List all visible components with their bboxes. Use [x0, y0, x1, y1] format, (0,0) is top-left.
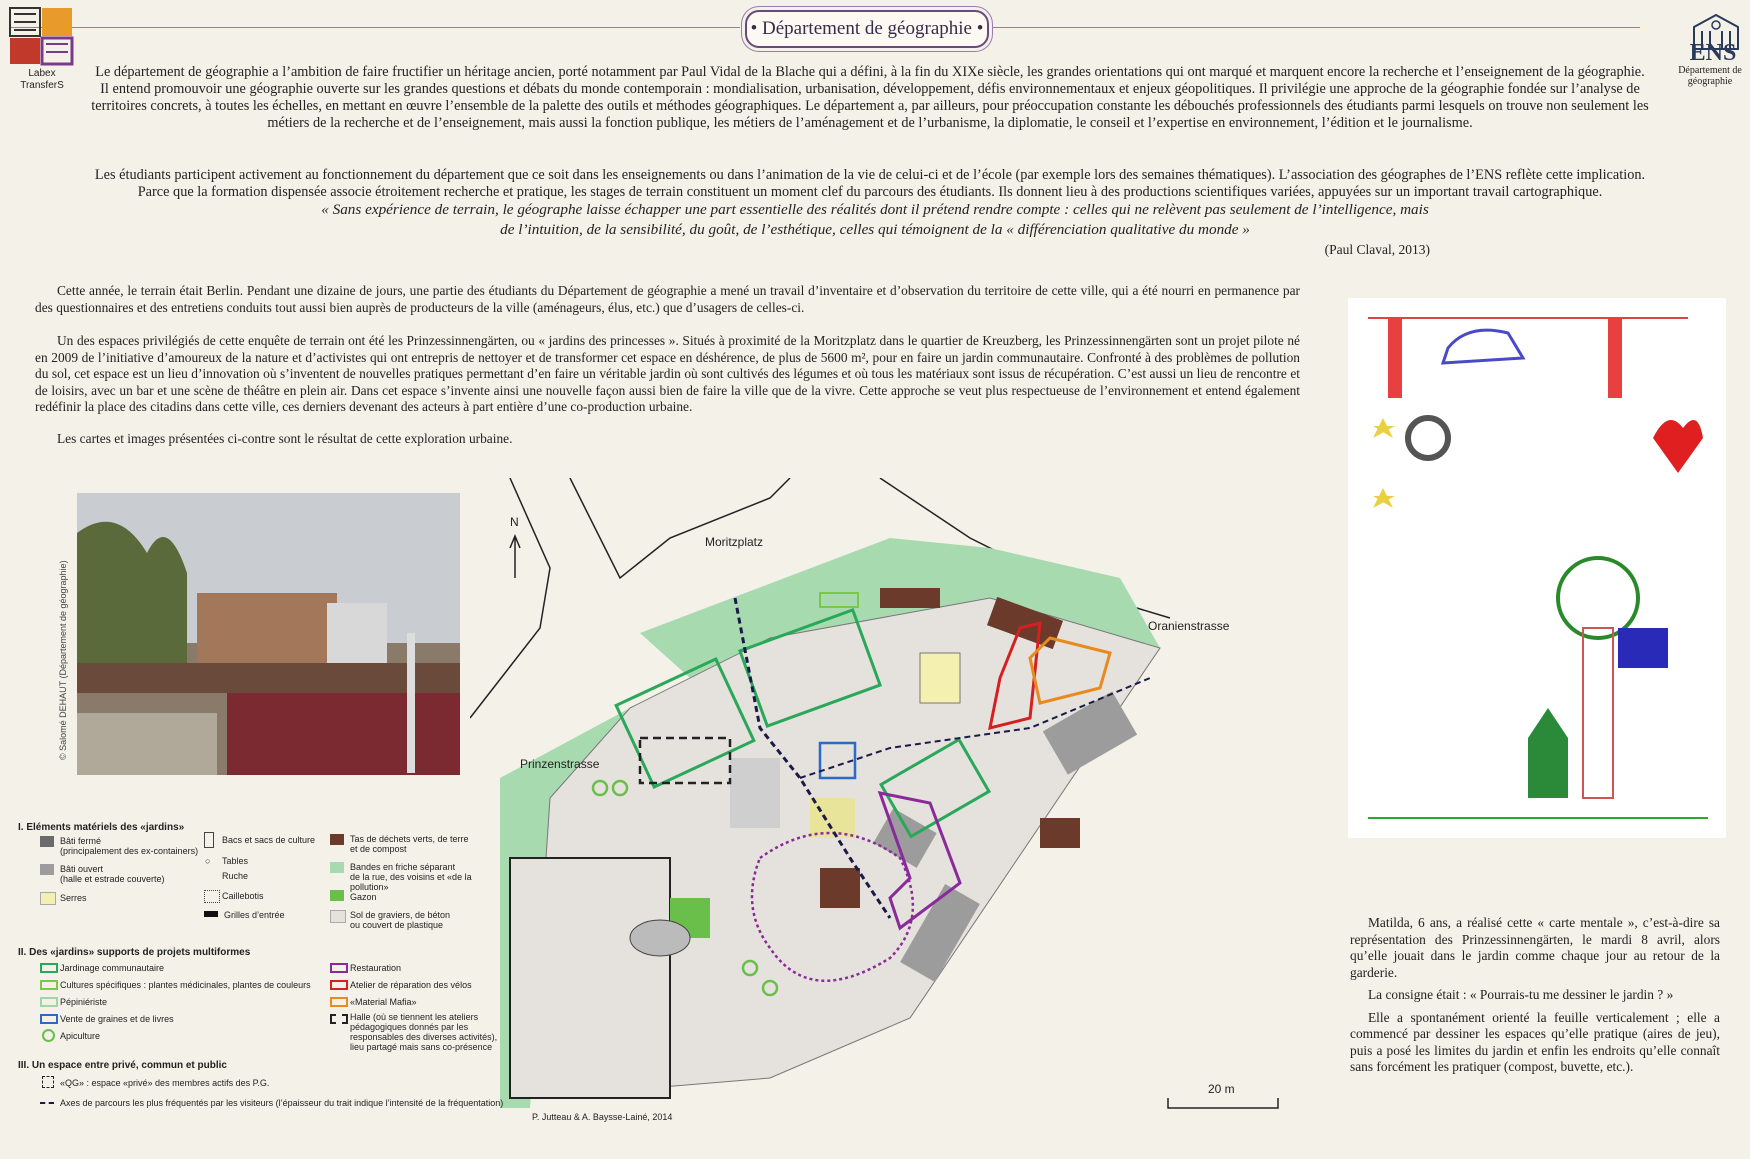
garden-map [470, 478, 1430, 1128]
legend-bati-ferme: Bâti fermé [60, 836, 102, 846]
legend-serres: Serres [60, 893, 87, 903]
legend-bati-ouvert-sub: (halle et estrade couverte) [60, 874, 165, 884]
legend-cultures: Cultures spécifiques : plantes médicinales, plantes de couleurs [60, 980, 311, 990]
photo-credit: © Salomé DEHAUT (Département de géographie) [58, 560, 68, 760]
legend-swatch-tas [330, 834, 344, 845]
legend-halle-2: pédagogiques donnés par les [350, 1022, 469, 1032]
legend-swatch-material [330, 997, 348, 1007]
legend-heading-2: II. Des «jardins» supports de projets multiformes [18, 947, 251, 958]
legend-bati-ferme-sub: (principalement des ex-containers) [60, 846, 199, 856]
body-paragraph-1: Cette année, le terrain était Berlin. Pendant une dizaine de jours, une partie des étudiants du Département de géographie a mené un travail d’inventaire et d’observation du territoire de cette ville, qui a été nourri en permanence par des questionnaires et des entretiens conduits tout aussi bien auprès de producteurs de la ville (aménageurs, élus, etc.) que d’usagers de celles-ci. [35, 283, 1300, 315]
legend-swatch-vente [40, 1014, 58, 1024]
legend-bacs: Bacs et sacs de culture [222, 835, 316, 845]
legend-heading-3: III. Un espace entre privé, commun et public [18, 1060, 227, 1071]
legend-tables-icon: ○ [205, 856, 211, 866]
ens-logo-text: ENS [1689, 40, 1737, 66]
drawing-paragraph-3: Elle a spontanément orienté la feuille verticalement ; elle a commencé par dessiner les espaces qu’elle pratique (aires de jeu), puis a posé les limites du jardin et enfin les endroits qu’elle connaît sans forcément les pratiquer (compost, buvette, etc.). [1350, 1009, 1720, 1074]
legend-axes: Axes de parcours les plus fréquentés par les visiteurs (l’épaisseur du trait indique l’intensité de la fréquentation) [60, 1098, 504, 1108]
legend-material: «Material Mafia» [350, 997, 417, 1007]
legend-pepinieriste: Pépiniériste [60, 997, 108, 1007]
legend-swatch-bandes [330, 862, 344, 873]
legend-tas-sub: et de compost [350, 844, 407, 854]
page-title: • Département de géographie • [745, 10, 989, 48]
legend-qg: «QG» : espace «privé» des membres actifs des P.G. [60, 1078, 270, 1088]
map-legend [18, 822, 508, 1122]
legend-jardinage: Jardinage communautaire [60, 963, 165, 973]
legend-swatch-jardinage [40, 963, 58, 973]
legend-vente: Vente de graines et de livres [60, 1014, 174, 1024]
labex-line2: TransferS [20, 80, 64, 91]
quote-source: (Paul Claval, 2013) [1324, 242, 1430, 257]
body-paragraph-3: Les cartes et images présentées ci-contre sont le résultat de cette exploration urbaine. [57, 431, 513, 446]
ens-subtitle-line1: Département de [1678, 65, 1742, 76]
legend-swatch-bacs [204, 832, 214, 848]
legend-swatch-axes [40, 1102, 54, 1107]
legend-apiculture: Apiculture [60, 1031, 101, 1041]
legend-swatch-pepinieriste [40, 997, 58, 1007]
legend-bandes: Bandes en friche séparant [350, 862, 456, 872]
legend-caillebotis: Caillebotis [222, 891, 264, 901]
legend-sol-sub: ou couvert de plastique [350, 920, 444, 930]
drawing-paragraph-1: Matilda, 6 ans, a réalisé cette « carte mentale », c’est-à-dire sa représentation des Prinzessinnengärten, le mardi 8 avril, alors qu’elle jouait dans le jardin comme chaque jour au retour de la garderie. [1350, 915, 1720, 980]
legend-swatch-bati-ferme [40, 836, 54, 847]
ens-subtitle-line2: géographie [1687, 76, 1733, 87]
child-drawing [1348, 298, 1726, 838]
legend-swatch-sol [330, 910, 346, 923]
legend-tables: Tables [222, 856, 249, 866]
intro-paragraph-1: Le département de géographie a l’ambition de faire fructifier un héritage ancien, porté notamment par Paul Vidal de la Blache qui a défini, à la fin du XIXe siècle, les grandes orientations qui ont marqué et marquent encore la recherche et l’enseignement de la géographie. Il entend promouvoir une géographie ouverte sur les grandes questions et débats du monde contemporain : mondialisation, urbanisation, développement, défis environnementaux et enjeux géopolitiques. Il privilégie une approche de la géographie fondée sur l’analyse de territoires concrets, à toutes les échelles, en mettant en œuvre l’ensemble de la palette des outils et méthodes géographiques. Le département a, par ailleurs, pour préoccupation constante les débouchés professionnels des étudiants parmi lesquels on trouve non seulement les métiers de la recherche et de l’enseignement, mais aussi la fonction publique, les métiers de l’aménagement et de l’urbanisme, la diplomatie, le conseil et l’expertise en environnement, l’édition et le journalisme. [91, 64, 1649, 131]
legend-swatch-cultures [40, 980, 58, 990]
drawing-paragraph-2: La consigne était : « Pourrais-tu me dessiner le jardin ? » [1368, 987, 1674, 1002]
header-rule-right [990, 27, 1640, 28]
legend-swatch-serres [40, 892, 56, 905]
legend-halle-4: lieu partagé mais sans co-présence [350, 1042, 493, 1052]
legend-swatch-halle [330, 1014, 348, 1024]
oranienstrasse-label: Oranienstrasse [1148, 619, 1230, 633]
prinzenstrasse-label: Prinzenstrasse [520, 757, 600, 771]
legend-swatch-bati-ouvert [40, 864, 54, 875]
quote-text: « Sans expérience de terrain, le géographe laisse échapper une part essentielle des réalités dont il prétend rendre compte : celles qui ne relèvent pas seulement de l’intelligence, mais de l’intuition, de la sensibilité, du goût, de l’esthétique, celles qui témoignent de la « différenciation qualitative du monde » [321, 201, 1429, 238]
legend-swatch-restauration [330, 963, 348, 973]
legend-bandes-sub: de la rue, des voisins et «de la pollution» [350, 872, 472, 892]
legend-sol: Sol de graviers, de béton [350, 910, 451, 920]
legend-atelier: Atelier de réparation des vélos [350, 980, 472, 990]
transfers-logo [8, 6, 74, 66]
legend-halle: Halle (où se tiennent les ateliers [350, 1012, 479, 1022]
legend-swatch-grilles [204, 911, 218, 917]
legend-grilles: Grilles d’entrée [224, 910, 285, 920]
drawing-caption [1350, 915, 1720, 1082]
legend-gazon: Gazon [350, 892, 377, 902]
labex-caption [12, 68, 72, 92]
map-authors: P. Jutteau & A. Baysse-Lainé, 2014 [532, 1112, 673, 1122]
legend-swatch-qg [42, 1076, 54, 1088]
legend-swatch-caillebotis [204, 890, 220, 903]
legend-swatch-apiculture [42, 1029, 55, 1042]
legend-heading-1: I. Eléments matériels des «jardins» [18, 822, 185, 833]
legend-swatch-atelier [330, 980, 348, 990]
legend-tas: Tas de déchets verts, de terre [350, 834, 469, 844]
scale-label: 20 m [1208, 1082, 1235, 1096]
ens-subtitle [1672, 65, 1748, 87]
legend-ruche: Ruche [222, 871, 249, 881]
legend-bati-ouvert: Bâti ouvert [60, 864, 104, 874]
legend-swatch-gazon [330, 890, 344, 901]
legend-halle-3: responsables des diverses activités), [350, 1032, 498, 1042]
labex-line1: Labex [28, 68, 56, 79]
body-paragraph-2: Un des espaces privilégiés de cette enquête de terrain ont été les Prinzessinnengärten, ou « jardins des princesses ». Situés à proximité de la Moritzplatz dans le quartier de Kreuzberg, les Prinzessinnengärten sont un projet pilote né en 2009 de l’initiative d’amoureux de la nature et d’activistes qui ont entrepris de nettoyer et de transformer cet espace en déshérence, de plus de 5600 m², pour en faire un jardin communautaire. Confronté à des problèmes de pollution du sol, cet espace est un lieu d’innovation où s’inventent de nouvelles pratiques permettant d’en faire un véritable jardin où sont cultivés des légumes et où tous les matériaux sont issus de récupération. C’est aussi un lieu de rencontre et de loisirs, avec un bar et une scène de théâtre en plein air. Dans cet espace s’invente ainsi une nouvelle façon aussi bien de faire la ville que de la vivre. Cette approche se veut plus respectueuse de l’environnement et entend également redéfinir la place des citadins dans cette ville, ces derniers devenant des acteurs à part entière d’une co-production urbaine. [35, 333, 1300, 414]
header-rule-left [10, 27, 740, 28]
garden-photo [77, 493, 460, 775]
intro-paragraph-2: Les étudiants participent activement au fonctionnement du département que ce soit dans les enseignements ou dans l’animation de la vie de celui-ci et de l’école (par exemple lors des semaines thématiques). L’association des géographes de l’ENS reflète cette implication. Parce que la formation dispensée associe étroitement recherche et pratique, les stages de terrain constituent un moment clef du parcours des étudiants. Ils donnent lieu à des productions scientifiques variées, appuyées sur un important travail cartographique. [94, 167, 1646, 200]
north-label: N [510, 515, 519, 529]
moritzplatz-label: Moritzplatz [705, 535, 764, 549]
legend-restauration: Restauration [350, 963, 402, 973]
